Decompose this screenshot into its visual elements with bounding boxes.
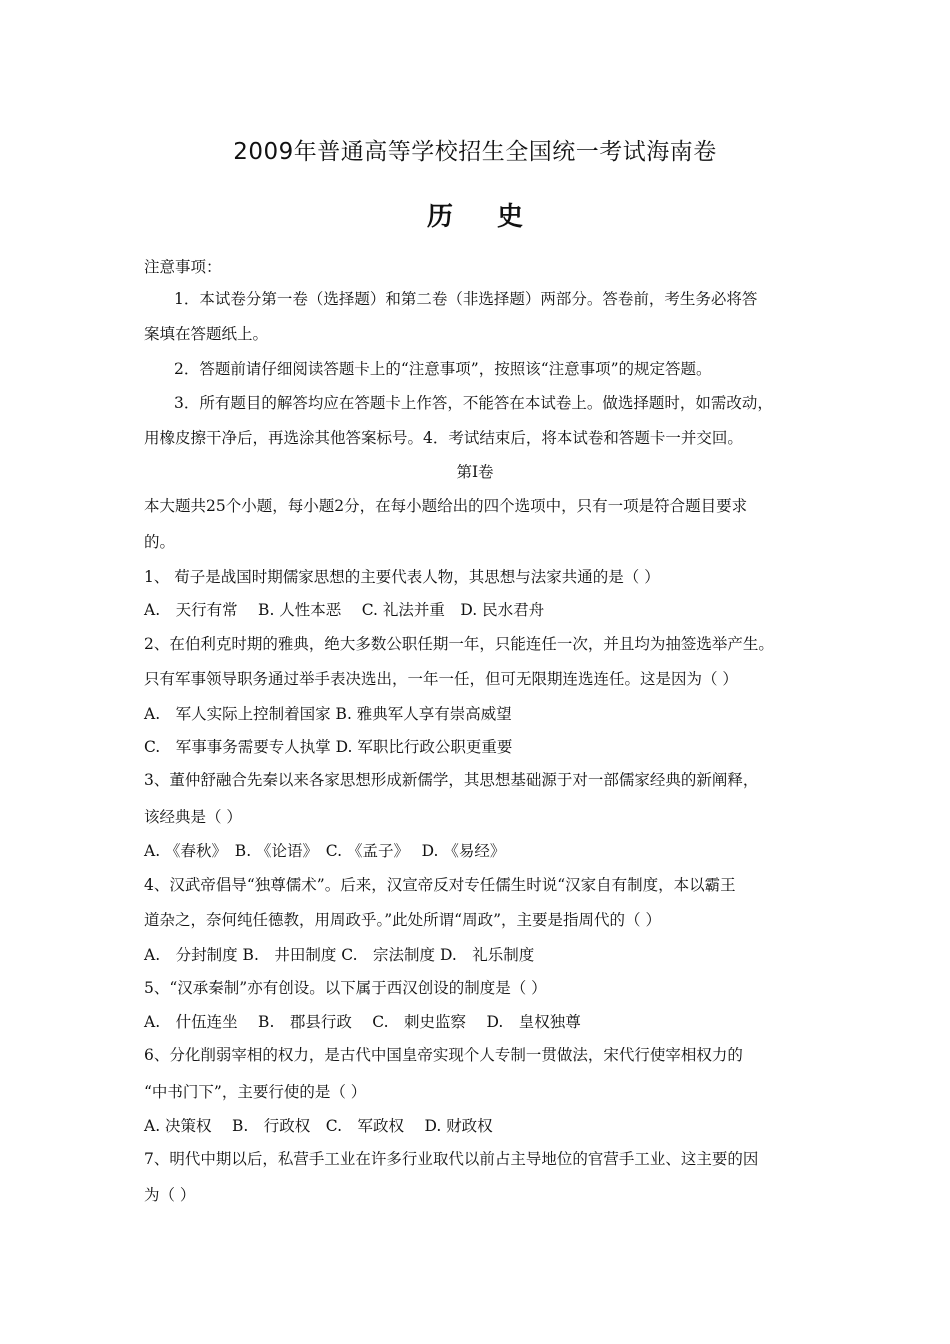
question-options: C. 军事事务需要专人执掌 D. 军职比行政公职更重要	[144, 738, 513, 756]
notice-line: 案填在答题纸上。	[144, 325, 269, 343]
notice-heading: 注意事项：	[144, 258, 222, 276]
notice-line: 2．答题前请仔细阅读答题卡上的“注意事项”，按照该“注意事项”的规定答题。	[174, 360, 712, 378]
notice-line: 1．本试卷分第一卷（选择题）和第二卷（非选择题）两部分。答卷前，考生务必将答	[174, 290, 758, 308]
question-options: A. 决策权 B. 行政权 C. 军政权 D. 财政权	[144, 1117, 493, 1135]
question-line: 3、董仲舒融合先秦以来各家思想形成新儒学，其思想基础源于对一部儒家经典的新阐释，	[144, 771, 759, 789]
question-line: 4、汉武帝倡导“独尊儒术”。后来，汉宣帝反对专任儒生时说“汉家自有制度，本以霸王	[144, 876, 736, 894]
question-line: 2、在伯利克时期的雅典，绝大多数公职任期一年，只能连任一次，并且均为抽签选举产生。	[144, 635, 774, 653]
question-line: 道杂之，奈何纯任德教，用周政乎。”此处所谓“周政”，主要是指周代的（ ）	[144, 911, 661, 929]
question-options: A. 《春秋》 B. 《论语》 C. 《孟子》 D. 《易经》	[144, 842, 506, 860]
question-options: A. 什伍连坐 B. 郡县行政 C. 刺史监察 D. 皇权独尊	[144, 1013, 581, 1031]
section-intro-line: 的。	[144, 533, 176, 551]
question-options: A. 军人实际上控制着国家 B. 雅典军人享有崇高威望	[144, 705, 512, 723]
notice-line: 用橡皮擦干净后，再选涂其他答案标号。4．考试结束后，将本试卷和答题卡一并交回。	[144, 429, 743, 447]
exam-title: 2009年普通高等学校招生全国统一考试海南卷	[233, 139, 717, 165]
section-intro-line: 本大题共25个小题，每小题2分，在每小题给出的四个选项中，只有一项是符合题目要求	[144, 497, 748, 515]
question-line: “中书门下”，主要行使的是（ ）	[144, 1083, 367, 1101]
notice-line: 3．所有题目的解答均应在答题卡上作答，不能答在本试卷上。做选择题时，如需改动，	[174, 394, 773, 412]
section-title: 第Ⅰ卷	[456, 463, 494, 481]
subject-title: 历史	[426, 202, 567, 232]
question-line: 6、分化削弱宰相的权力，是古代中国皇帝实现个人专制一贯做法，宋代行使宰相权力的	[144, 1046, 743, 1064]
question-line: 1、 荀子是战国时期儒家思想的主要代表人物，其思想与法家共通的是（ ）	[144, 568, 660, 586]
question-line: 为（ ）	[144, 1186, 196, 1204]
question-line: 7、明代中期以后，私营手工业在许多行业取代以前占主导地位的官营手工业、这主要的因	[144, 1150, 759, 1168]
question-options: A. 分封制度 B. 井田制度 C. 宗法制度 D. 礼乐制度	[144, 946, 535, 964]
question-options: A. 天行有常 B. 人性本恶 C. 礼法并重 D. 民水君舟	[144, 601, 545, 619]
question-line: 只有军事领导职务通过举手表决选出，一年一任，但可无限期连选连任。这是因为（ ）	[144, 670, 738, 688]
question-line: 5、“汉承秦制”亦有创设。以下属于西汉创设的制度是（ ）	[144, 979, 547, 997]
question-line: 该经典是（ ）	[144, 808, 242, 826]
